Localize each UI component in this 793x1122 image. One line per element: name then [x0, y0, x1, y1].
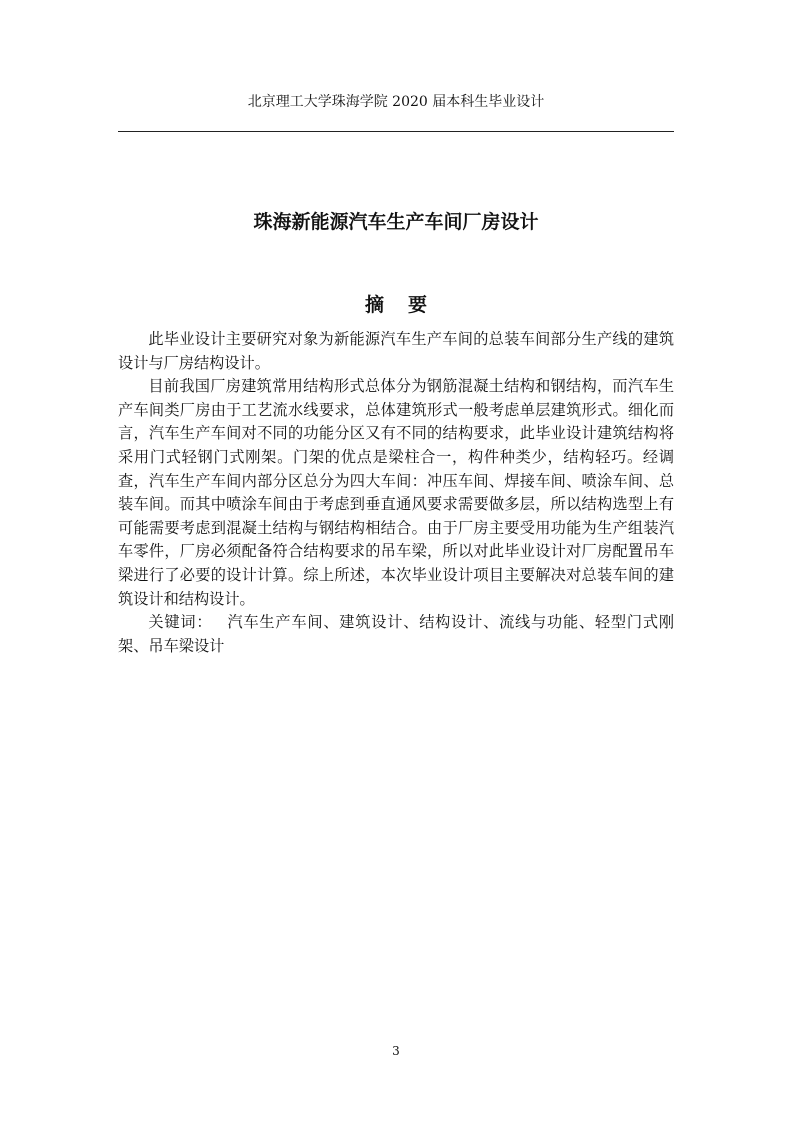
keywords-text: 汽车生产车间、建筑设计、结构设计、流线与功能、轻型门式刚架、吊车梁设计 — [118, 613, 675, 655]
abstract-paragraph-2: 目前我国厂房建筑常用结构形式总体分为钢筋混凝土结构和钢结构，而汽车生产车间类厂房由于工艺流水线要求，总体建筑形式一般考虑单层建筑形式。细化而言，汽车生产车间对不同的功能分区又有不同的结构要求，此毕业设计建筑结构将采用门式轻钢门式刚架。门架的优点是梁柱合一，构件种类少，结构轻巧。经调查，汽车生产车间内部分区总分为四大车间：冲压车间、焊接车间、喷涂车间、总装车间。而其中喷涂车间由于考虑到垂直通风要求需要做多层，所以结构选型上有可能需要考虑到混凝土结构与钢结构相结合。由于厂房主要受用功能为生产组装汽车零件，厂房必须配备符合结构要求的吊车梁，所以对此毕业设计对厂房配置吊车梁进行了必要的设计计算。综上所述，本次毕业设计项目主要解决对总装车间的建筑设计和结构设计。 — [118, 377, 674, 608]
header-rule — [118, 131, 674, 132]
running-header: 北京理工大学珠海学院 2020 届本科生毕业设计 — [247, 94, 545, 110]
keywords-label: 关键词： — [148, 613, 213, 632]
abstract-body — [118, 328, 674, 658]
thesis-title: 珠海新能源汽车生产车间厂房设计 — [253, 211, 539, 233]
keywords-line — [118, 611, 674, 658]
abstract-paragraph-1: 此毕业设计主要研究对象为新能源汽车生产车间的总装车间部分生产线的建筑设计与厂房结构设计。 — [118, 330, 674, 372]
abstract-heading: 摘要 — [364, 294, 451, 316]
page-number: 3 — [392, 1044, 400, 1058]
